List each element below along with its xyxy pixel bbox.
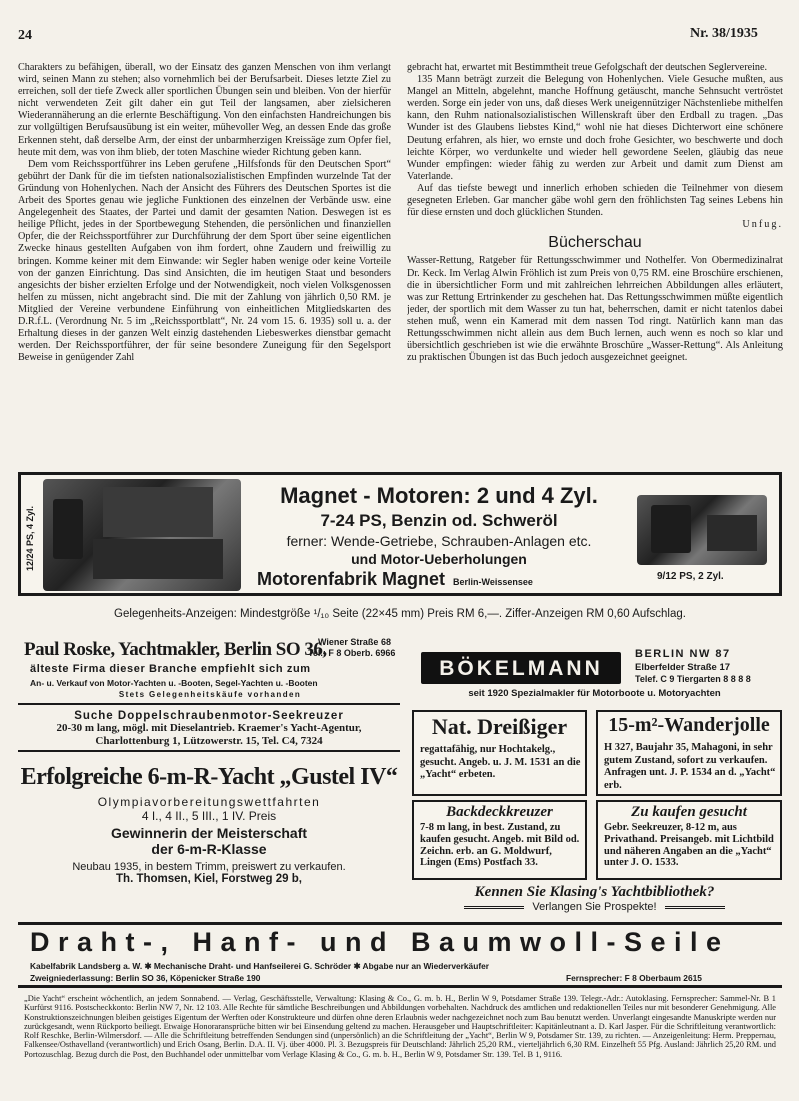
ad-kraemer-text: 20-30 m lang, mögl. mit Dieselantrieb. Kraemer's Yacht-Agentur, Charlottenburg 1, Lützowerstr. 15, Tel. C4, 7324: [56, 722, 362, 747]
ad-gustel-line2: Olympiavorbereitungswettfahrten: [97, 795, 321, 809]
article-paragraph: 135 Mann beträgt zurzeit die Belegung von Hohenlychen. Viele Gesuche mußten, aus Mangel an Mitteln, abgelehnt, manche Hoffnung getäuscht, manche Sehnsucht vertröstet werden. Sorge ein jeder von uns, daß dieses Werk uneigennütziger Nächstenliebe mithelfen kann, den Ruhm nationalsozialistischen Willenskraft über den Erdball zu tragen. „Das Wunder ist des Glaubens liebstes Kind,“ wohl nie hat dieses Dichterwort eine schönere Deutung erfahren, als hier, wo ernste und doch frohe Gesichter, wo beschwerte und doch leichte Körper, wo verdunkelte und wieder hell gewordene Seelen, gläubig das neue Wunder empfingen: wieder fähig zu werden zur Arbeit und damit zum Dienst am Vaterlande.: [407, 74, 783, 182]
engine-image: [43, 479, 241, 591]
ad-roske-line4: Stets Gelegenheitskäufe vorhanden: [118, 690, 302, 699]
ad-magnet-line4: und Motor-Ueberholungen: [351, 551, 527, 567]
ad-backdeckkreuzer: [412, 800, 587, 880]
article-paragraph: Dem vom Reichssportführer ins Leben gerufene „Hilfsfonds für den Deutschen Sport“ gebührt der Dank für die im tiefsten nationalsozialistischen Empfinden wurzelnde Tat der Gründung von Hohenlychen. Nach der Ansicht des Führers des Deutschen Sportes ist die Arbeit des Sportes genau wie jegliche Funktionen des einzelnen der Verbände usw. eine Angelegenheit des Staates, der Partei und damit der gesamten Nation. Deswegen ist es heilige Pflicht, jedes in der Sportbewegung Stehenden, die persönlichen und finanziellen Opfer, die der Reichssportführer zur Durchführung der dem Sport über seine eigentlichen Zwecke hinaus gestellten Aufgaben von ihm fordert, ohne Zaudern und freiwillig zu bringen. Komme keiner mit dem Einwande: wir Segler haben wenige oder keine Vorteile von der ganzen Einrichtung. Das sind Ansichten, die im heutigen Staat und besonders angesichts der bisher erzielten Erfolge und der Notwendigkeit, noch vielen Volksgenossen helfen zu müssen, nicht angebracht sind. Die mit der Zahlung von jährlich 0,50 RM. je Mitglied der Vereine verbundene Einführung von einheitlichen Mitgliedskarten des D.R.f.L. (Verordnung Nr. 5 im „Reichssportblatt“, Nr. 24 vom 15. 6. 1935) soll u. a. der Erhaltung dieses in der ganzen Welt einzig dastehenden Liebeswerkes dienstbar gemacht werden. Der Reichssportführer, der für seine besondere Zuneigung für den Segelsport Beweise in genügender Zahl: [18, 158, 391, 364]
ad-seile-line3: Zweigniederlassung: Berlin SO 36, Köpenicker Straße 190: [30, 973, 261, 983]
ad-dreissiger-title: Nat. Dreißiger: [431, 714, 568, 739]
article-signature: Unfug.: [742, 219, 783, 231]
ad-gustel-line4: der 6-m-R-Klasse: [151, 841, 267, 857]
ad-dreissiger-text: regattafähig, nur Hochtakelg., gesucht. Angeb. u. J. M. 1531 an die „Yacht“ erbeten.: [420, 744, 581, 780]
ad-gustel-line3: Gewinnerin der Meisterschaft: [110, 825, 308, 841]
issue-number: Nr. 38/1935: [690, 26, 758, 41]
ad-gustel-line5: Neubau 1935, in bestem Trimm, preiswert zu verkaufen.: [72, 861, 346, 873]
article-right-column: [407, 62, 783, 462]
ad-boekelmann: [407, 640, 782, 702]
ad-jolle-title: 15-m²-Wanderjolle: [608, 714, 770, 736]
ad-gustel-seller: Th. Thomsen, Kiel, Forstweg 29 b,: [116, 873, 302, 885]
article-paragraph: Charakters zu befähigen, überall, wo der Einsatz des ganzen Menschen von ihm verlangt wird, seinen Mann zu stehen; also vornehmlich bei der Berufsarbeit. Dieses letzte Ziel zu erreichen, soll der tiefe Zweck aller sportlichen Übungen sein und bleiben. Von der hierfür nicht verwendeten Zeit gilt daher ein gut Teil der langsamen, aber zielsicheren Wiederannäherung an die erlernte Beschäftigung. Von den einfachsten Handreichungen bis zur vollgültigen Berufsausübung ist ein weiter, mühevoller Weg, an dessen Ende das große Erkennen steht, daß derselbe Arm, der einst der unbarmherzigen Kreissäge zum Opfer fiel, heute mit dem, was von ihm blieb, der toten Maschine wieder Richtung geben kann.: [18, 62, 391, 158]
ad-gustel-results: 4 I., 4 II., 5 III., 1 IV. Preis: [141, 809, 277, 823]
imprint: „Die Yacht“ erscheint wöchentlich, an jedem Sonnabend. — Verlag, Geschäftsstelle, Verwaltung: Klasing & Co., G. m. b. H., Berlin W 9, Potsdamer Straße 139. Telegr.-Adr.: Autoklasing. Fernsprecher: Sammel-Nr. B 1 Kurfürst 9116. Postscheckkonto: Berlin NW 7, Nr. 12 103. Alle Rechte für sämtliche Beschreibungen und Abbildungen vorbehalten. Nachdruck des amtlichen und redaktionellen Teiles nur mit besonderer Genehmigung. Alle Konstruktionszeichnungen bleiben geistiges Eigentum der Werften oder Konstrukteure und dürfen ohne deren Erlaubnis weder nachgezeichnet noch zum Bau benutzt werden. Unverlangt eingesandte Manuskripte werden nur zurückgesandt, wenn Rückporto beiliegt. Etwaige Honoraransprüche bitten wir bei Einsendung geltend zu machen. Herausgeber und Hauptschriftleiter: Kapitänleutnant a. D. Karl Jasper. Für die Schriftleitung verantwortlich: Rolf Reschke, Berlin-Wilmersdorf. — Alle die Schriftleitung betreffenden Sendungen sind (unpersönlich) an die Schriftleitung der „Yacht“, Berlin W 9, Potsdamer Str. 139, zu richten. — Anzeigenleitung: Herm. Preppernau, Falkensee/Osthavelland (verantwortlich) und Erich Osang, Berlin. D.A. II. Vj. über 4000. Pl. 3. Bezugspreis für Deutschland: Jährlich 25,20 RM., vierteljährlich 6,30 RM. Einzelheft 55 Pfg. Ausland: Jährlich 25,20 RM. und Portozuschlag. Bezug durch die Post, den Buchhandel oder unmittelbar vom Verlage Klasing & Co., G. m. b. H., Berlin W 9, Potsdamer Str. 139. Tel. B 1, 9116.: [24, 994, 776, 1059]
article-paragraph: Auf das tiefste bewegt und innerlich erhoben schieden die Teilnehmer von diesem gesegneten Erleben. Gar mancher gäbe wohl gern den fröhlichsten Tag seines Lebens hin für diese ernsten und doch glücklichen Stunden.: [407, 182, 783, 219]
ad-magnet-power: 7-24 PS, Benzin od. Schweröl: [320, 511, 558, 530]
small-engine-image: [637, 495, 767, 565]
page-number: 24: [18, 28, 32, 43]
ad-magnet-title: Magnet - Motoren: 2 und 4 Zyl.: [280, 483, 598, 508]
ad-roske-address: Wiener Straße 68: [318, 637, 391, 647]
classified-header: Gelegenheits-Anzeigen: Mindestgröße ¹/₁₀ Seite (22×45 mm) Preis RM 6,—. Ziffer-Anzeigen RM 0,60 Aufschlag.: [114, 608, 686, 620]
ad-boekelmann-logo: [421, 652, 621, 684]
ad-kraemer-title: Suche Doppelschraubenmotor-Seekreuzer: [74, 710, 344, 722]
ad-roske-line3: An- u. Verkauf von Motor-Yachten u. -Booten, Segel-Yachten u. -Booten: [30, 678, 318, 688]
ad-klasing-title: Kennen Sie Klasing's Yachtbibliothek?: [474, 884, 715, 900]
ad-magnet-motoren: [18, 472, 782, 596]
ad-kraemer: [18, 708, 400, 752]
ad-seile-phone: Fernsprecher: F 8 Oberbaum 2615: [566, 973, 702, 983]
article-paragraph: gebracht hat, erwartet mit Bestimmtheit treue Gefolgschaft der deutschen Seglervereine.: [407, 62, 768, 73]
ad-backdeck-text: 7-8 m lang, in best. Zustand, zu kaufen gesucht. Angeb. mit Bild od. Zeichn. erb. an G. Moldwurf, Lingen (Ems) Postfach 33.: [420, 822, 580, 869]
ad-klasing-sub: Verlangen Sie Prospekte!: [532, 901, 657, 913]
ad-boekelmann-street: Elberfelder Straße 17: [635, 662, 731, 673]
ad-klasing: [407, 884, 782, 918]
ad-gustel: [18, 758, 400, 908]
ad-backdeck-title: Backdeckkreuzer: [446, 804, 553, 820]
ad-roske-name: Paul Roske, Yachtmakler, Berlin SO 36,: [24, 639, 327, 660]
ad-kaufen-text: Gebr. Seekreuzer, 8-12 m, aus Privathand. Preisangeb. mit Lichtbild und näheren Angaben an die „Yacht“ unter J. O. 1533.: [604, 822, 774, 869]
ad-seile-line2: Kabelfabrik Landsberg a. W. ✱ Mechanische Draht- und Hanfseilerei G. Schröder ✱ Abgabe nur an Wiederverkäufer: [30, 961, 490, 971]
ad-magnet-company-row: [257, 569, 657, 590]
ad-boekelmann-city: BERLIN NW 87: [635, 648, 731, 660]
ad-gustel-title: Erfolgreiche 6-m-R-Yacht „Gustel IV“: [20, 764, 398, 790]
ad-jolle-text: H 327, Baujahr 35, Mahagoni, in sehr gutem Zustand, sofort zu verkaufen. Anfragen unt. J. P. 1534 an d. „Yacht“ erb.: [604, 742, 776, 791]
ad-magnet-company: Motorenfabrik Magnet: [257, 569, 446, 589]
ad-dreissiger: [412, 710, 587, 796]
ad-kaufen-title: Zu kaufen gesucht: [631, 804, 747, 820]
ad-boekelmann-name: BÖKELMANN: [439, 657, 603, 680]
ad-zu-kaufen: [596, 800, 782, 880]
ad-magnet-location: Berlin-Weissensee: [453, 577, 533, 587]
article-left-column: [18, 62, 391, 462]
ad-seile: [18, 922, 782, 988]
ad-klasing-sub-row: [407, 901, 782, 913]
ad-roske-tel: Tel.: F 8 Oberb. 6966: [308, 648, 396, 658]
ad-roske-line2: älteste Firma dieser Branche empfiehlt sich zum: [30, 663, 311, 675]
ad-wanderjolle: [596, 710, 782, 796]
ad-boekelmann-tel: Telef. C 9 Tiergarten 8 8 8 8: [635, 674, 751, 684]
ad-magnet-line3: ferner: Wende-Getriebe, Schrauben-Anlagen etc.: [286, 533, 592, 549]
book-review-heading: Bücherschau: [548, 234, 642, 252]
ad-paul-roske: [18, 635, 400, 705]
ad-seile-title: Draht-, Hanf- und Baumwoll-Seile: [30, 927, 730, 957]
ad-boekelmann-tagline: seit 1920 Spezialmakler für Motorboote u. Motoryachten: [468, 688, 721, 699]
ad-magnet-right-label: 9/12 PS, 2 Zyl.: [657, 571, 724, 582]
ad-magnet-side-label: 12/24 PS, 4 Zyl.: [25, 505, 35, 571]
book-review-text: Wasser-Rettung, Ratgeber für Rettungsschwimmer und Nothelfer. Von Obermedizinalrat Dr. Keck. Im Verlag Alwin Fröhlich ist zum Preis von 0,75 RM. eine Broschüre erschienen, die in übersichtlicher Form und mit zahlreichen lehrreichen Abbildungen alles erläutert, was zur Rettung Ertrinkender zu geschehen hat. Das Rettungsschwimmen müßte eigentlich jeder, der sportlich mit dem Wasser zu tun hat, beherrschen, damit er nicht tatenlos dabei stehen muß, wenn ein Kamerad mit dem nassen Tod ringt. Natürlich kann man das Rettungsschwimmen nicht allein aus dem Buch lernen, auch wenn es noch so klar und übersichtlich geschrieben ist wie die erwähnte Broschüre „Wasser-Rettung“. Als Anleitung zu praktischen Übungen ist das Buch jedoch ausgezeichnet geeignet.: [407, 255, 783, 364]
